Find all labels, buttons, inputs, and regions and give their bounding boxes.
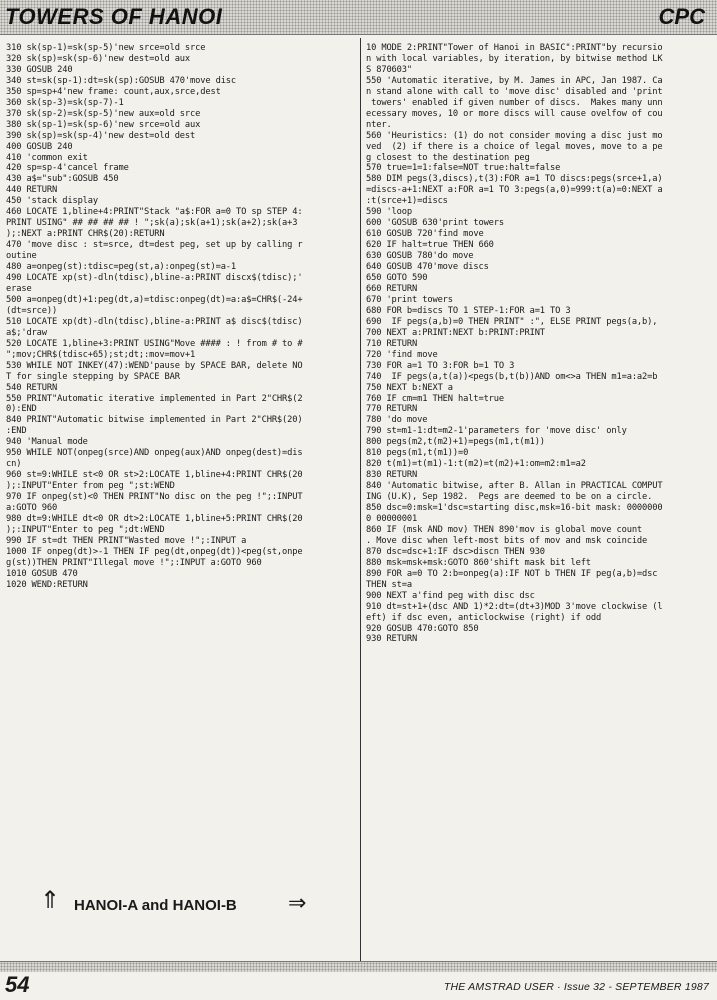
code-line: 750 NEXT b:NEXT a <box>366 382 453 393</box>
code-line: 710 RETURN <box>366 338 418 349</box>
page-number: 54 <box>5 972 30 997</box>
code-line: 990 IF st=dt THEN PRINT"Wasted move !";:INPUT a <box>6 535 247 546</box>
code-line: 980 dt=9:WHILE dt<0 OR dt>2:LOCATE 1,bline+5:PRINT CHR$(20 <box>6 513 303 524</box>
article-title: TOWERS OF HANOI <box>5 4 223 29</box>
code-line: 860 IF (msk AND mov) THEN 890'mov is global move count <box>366 524 643 535</box>
code-line: 680 FOR b=discs TO 1 STEP-1:FOR a=1 TO 3 <box>366 305 571 316</box>
magazine-credit: THE AMSTRAD USER · Issue 32 - SEPTEMBER 1987 <box>443 981 709 993</box>
listing-caption <box>40 887 340 922</box>
code-line: 590 'loop <box>366 207 413 218</box>
code-line: 610 GOSUB 720'find move <box>366 229 484 240</box>
code-line: 770 RETURN <box>366 404 418 415</box>
code-line: 790 st=m1-1:dt=m2-1'parameters for 'move disc' only <box>366 426 627 437</box>
code-line: 1000 IF onpeg(dt)>-1 THEN IF peg(dt,onpeg(dt))<peg(st,onpe <box>6 546 303 557</box>
code-line: 0 00000001 <box>366 513 418 524</box>
code-line: 350 sp=sp+4'new frame: count,aux,srce,dest <box>6 86 221 97</box>
page-header <box>0 0 717 35</box>
code-line: PRINT USING" ## ## ## ## ! ";sk(a);sk(a+1);sk(a+2);sk(a+3 <box>6 218 298 229</box>
code-line: 560 'Heuristics: (1) do not consider moving a disc just mo <box>366 130 663 141</box>
code-line: 830 RETURN <box>366 470 418 481</box>
code-line: eft) if dsc even, anticlockwise (right) if odd <box>366 612 602 623</box>
code-line: 620 IF halt=true THEN 660 <box>366 240 494 251</box>
code-line: 1010 GOSUB 470 <box>6 568 78 579</box>
code-line: n with local variables, by iteration, by bitwise method LK <box>366 53 663 64</box>
code-line: 10 MODE 2:PRINT"Tower of Hanoi in BASIC":PRINT"by recursio <box>366 43 663 53</box>
code-line: ecessary moves, 10 or more discs will cause ovelfow of cou <box>366 108 663 119</box>
code-line: a:GOTO 960 <box>6 503 58 514</box>
code-line: 570 true=1=1:false=NOT true:halt=false <box>366 163 561 174</box>
code-line: 900 NEXT a'find peg with disc dsc <box>366 590 535 601</box>
code-line: 910 dt=st+1+(dsc AND 1)*2:dt=(dt+3)MOD 3'move clockwise (l <box>366 601 663 612</box>
arrow-right-icon: ⇒ <box>288 890 307 915</box>
code-line: 360 sk(sp-3)=sk(sp-7)-1 <box>6 97 124 108</box>
code-line: 520 LOCATE 1,bline+3:PRINT USING"Move #### : ! from # to # <box>6 338 303 349</box>
code-line: 730 FOR a=1 TO 3:FOR b=1 TO 3 <box>366 360 515 371</box>
code-line: 650 GOTO 590 <box>366 273 428 284</box>
code-line: 640 GOSUB 470'move discs <box>366 262 489 273</box>
code-line: 700 NEXT a:PRINT:NEXT b:PRINT:PRINT <box>366 327 545 338</box>
code-line: 940 'Manual mode <box>6 437 88 448</box>
code-line: 550 'Automatic iterative, by M. James in APC, Jan 1987. Ca <box>366 75 663 86</box>
code-line: 450 'stack display <box>6 196 99 207</box>
code-line: 480 a=onpeg(st):tdisc=peg(st,a):onpeg(st)=a-1 <box>6 262 237 273</box>
code-line: );:INPUT"Enter from peg ";st:WEND <box>6 481 175 492</box>
code-line: 540 RETURN <box>6 382 58 393</box>
code-line: :t(srce+1)=discs <box>366 196 448 207</box>
code-line: );:NEXT a:PRINT CHR$(20):RETURN <box>6 229 165 240</box>
caption-text: HANOI-A and HANOI-B <box>74 897 237 914</box>
code-line: . Move disc when left-most bits of mov and msk coincide <box>366 535 648 546</box>
code-line: 670 'print towers <box>366 294 453 305</box>
code-line: (dt=srce)) <box>6 305 58 316</box>
code-line: ING (U.K), Sep 1982. Pegs are deemed to be on a circle. <box>366 492 653 503</box>
code-line: 380 sk(sp-1)=sk(sp-6)'new srce=old aux <box>6 119 201 130</box>
code-line: a$;'draw <box>6 327 47 338</box>
code-line: 500 a=onpeg(dt)+1:peg(dt,a)=tdisc:onpeg(dt)=a:a$=CHR$(-24+ <box>6 294 303 305</box>
code-line: 490 LOCATE xp(st)-dln(tdisc),bline-a:PRINT discx$(tdisc);' <box>6 273 303 284</box>
code-line: nter. <box>366 119 392 130</box>
code-line: 630 GOSUB 780'do move <box>366 251 474 262</box>
code-line: 550 PRINT"Automatic iterative implemented in Part 2"CHR$(2 <box>6 393 303 404</box>
code-line: 460 LOCATE 1,bline+4:PRINT"Stack "a$:FOR a=0 TO sp STEP 4: <box>6 207 303 218</box>
code-line: THEN st=a <box>366 579 413 590</box>
code-line: =discs-a+1:NEXT a:FOR a=1 TO 3:pegs(a,0)=999:t(a)=0:NEXT a <box>366 185 663 196</box>
code-line: ";mov;CHR$(tdisc+65);st;dt;:mov=mov+1 <box>6 349 196 360</box>
code-line: 840 PRINT"Automatic bitwise implemented in Part 2"CHR$(20) <box>6 415 303 426</box>
code-line: :END <box>6 426 27 437</box>
code-line: );:INPUT"Enter to peg ";dt:WEND <box>6 524 165 535</box>
code-line: 760 IF cm=m1 THEN halt=true <box>366 393 505 404</box>
code-line: 430 a$="sub":GOSUB 450 <box>6 174 119 185</box>
code-line: 390 sk(sp)=sk(sp-4)'new dest=old dest <box>6 130 196 141</box>
code-line: 950 WHILE NOT(onpeg(srce)AND onpeg(aux)AND onpeg(dest)=dis <box>6 448 303 459</box>
column-divider <box>360 38 361 961</box>
code-line: S 870603" <box>366 64 413 75</box>
code-line: 530 WHILE NOT INKEY(47):WEND'pause by SPACE BAR, delete NO <box>6 360 303 371</box>
code-line: 960 st=9:WHILE st<0 OR st>2:LOCATE 1,bline+4:PRINT CHR$(20 <box>6 470 303 481</box>
code-line: 310 sk(sp-1)=sk(sp-5)'new srce=old srce <box>6 43 206 53</box>
code-line: g(st))THEN PRINT"Illegal move !";:INPUT a:GOTO 960 <box>6 557 262 568</box>
code-line: 470 'move disc : st=srce, dt=dest peg, set up by calling r <box>6 240 303 251</box>
code-line: erase <box>6 283 32 294</box>
code-line: towers' enabled if given number of discs. Makes many unn <box>366 97 663 108</box>
code-line: 660 RETURN <box>366 283 418 294</box>
code-line: 780 'do move <box>366 415 428 426</box>
code-line: 970 IF onpeg(st)<0 THEN PRINT"No disc on the peg !";:INPUT <box>6 492 303 503</box>
listing-left-column <box>6 43 344 591</box>
code-line: g closest to the destination peg <box>366 152 530 163</box>
code-line: 870 dsc=dsc+1:IF dsc>discn THEN 930 <box>366 546 545 557</box>
code-line: 320 sk(sp)=sk(sp-6)'new dest=old aux <box>6 53 191 64</box>
code-line: 330 GOSUB 240 <box>6 64 73 75</box>
code-line: n stand alone with call to 'move disc' disabled and 'print <box>366 86 663 97</box>
code-line: 410 'common exit <box>6 152 88 163</box>
listing-right-column <box>366 43 704 645</box>
code-line: cn) <box>6 459 22 470</box>
code-line: 720 'find move <box>366 349 438 360</box>
code-line: 510 LOCATE xp(dt)-dln(tdisc),bline-a:PRINT a$ disc$(tdisc) <box>6 316 303 327</box>
code-line: 370 sk(sp-2)=sk(sp-5)'new aux=old srce <box>6 108 201 119</box>
code-line: 840 'Automatic bitwise, after B. Allan in PRACTICAL COMPUT <box>366 481 663 492</box>
code-line: 930 RETURN <box>366 634 418 645</box>
arrow-up-icon: ⇑ <box>40 887 61 914</box>
code-line: 580 DIM pegs(3,discs),t(3):FOR a=1 TO discs:pegs(srce+1,a) <box>366 174 663 185</box>
code-line: 740 IF pegs(a,t(a))<pegs(b,t(b))AND om<>a THEN m1=a:a2=b <box>366 371 658 382</box>
code-line: 690 IF pegs(a,b)=0 THEN PRINT" :", ELSE PRINT pegs(a,b), <box>366 316 658 327</box>
code-line: 800 pegs(m2,t(m2)+1)=pegs(m1,t(m1)) <box>366 437 545 448</box>
code-line: 850 dsc=0:msk=1'dsc=starting disc,msk=16-bit mask: 0000000 <box>366 503 663 514</box>
code-line: 0):END <box>6 404 37 415</box>
code-line: 420 sp=sp-4'cancel frame <box>6 163 129 174</box>
code-line: 820 t(m1)=t(m1)-1:t(m2)=t(m2)+1:om=m2:m1=a2 <box>366 459 586 470</box>
code-line: 600 'GOSUB 630'print towers <box>366 218 505 229</box>
code-line: 340 st=sk(sp-1):dt=sk(sp):GOSUB 470'move disc <box>6 75 237 86</box>
code-line: 1020 WEND:RETURN <box>6 579 88 590</box>
code-line: ved (2) if there is a choice of legal moves, move to a pe <box>366 141 663 152</box>
code-line: 440 RETURN <box>6 185 58 196</box>
code-line: 920 GOSUB 470:GOTO 850 <box>366 623 479 634</box>
code-line: 400 GOSUB 240 <box>6 141 73 152</box>
code-line: T for single stepping by SPACE BAR <box>6 371 180 382</box>
page-footer <box>0 961 717 1000</box>
code-line: outine <box>6 251 37 262</box>
section-tag: CPC <box>658 4 705 29</box>
code-line: 880 msk=msk+msk:GOTO 860'shift mask bit left <box>366 557 591 568</box>
code-line: 810 pegs(m1,t(m1))=0 <box>366 448 469 459</box>
code-line: 890 FOR a=0 TO 2:b=onpeg(a):IF NOT b THEN IF peg(a,b)=dsc <box>366 568 658 579</box>
footer-strip <box>0 961 717 972</box>
